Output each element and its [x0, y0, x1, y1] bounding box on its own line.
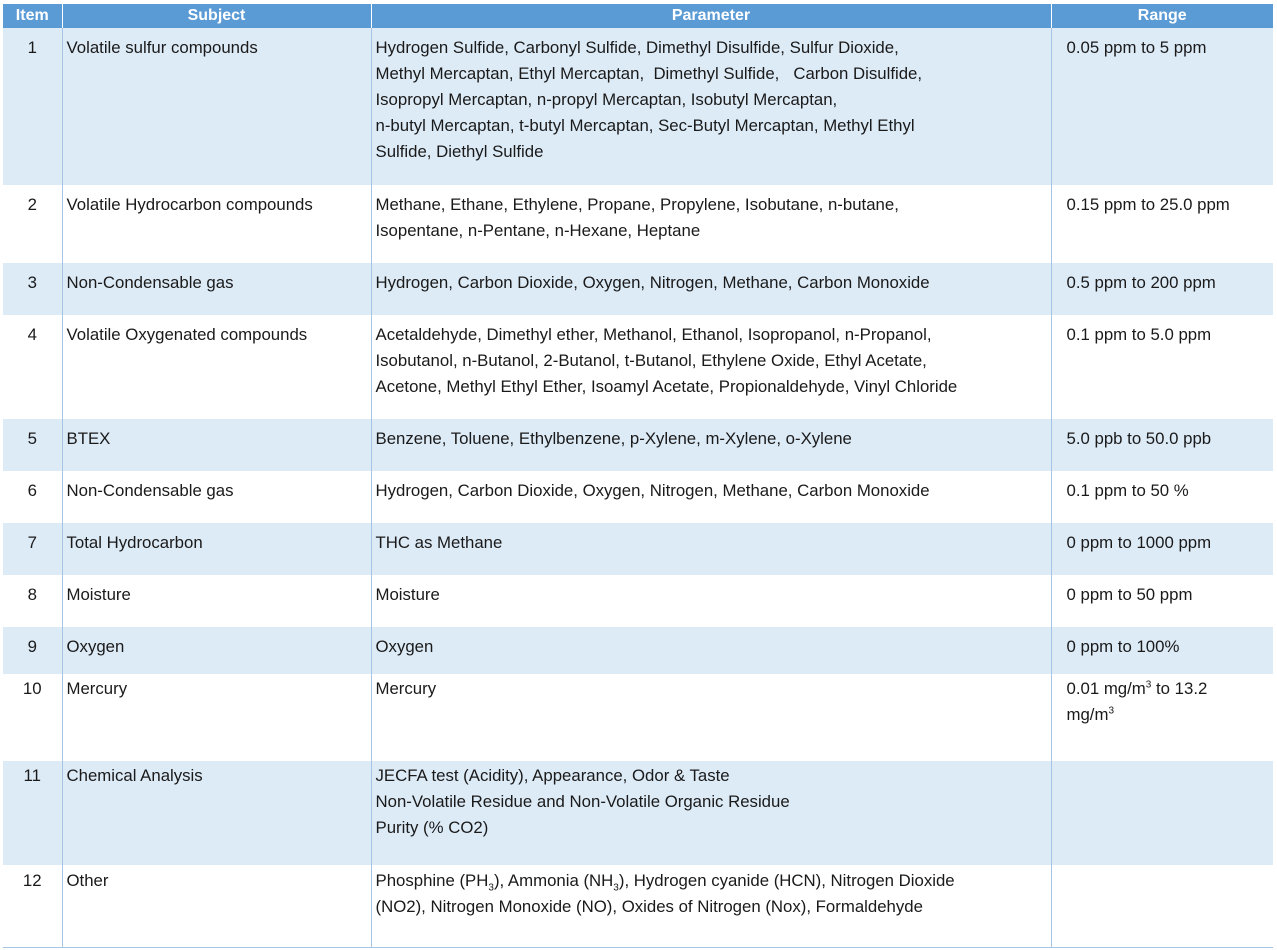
table-row — [3, 865, 1273, 947]
subject-cell: Chemical Analysis — [62, 761, 371, 865]
parameter-line: Methyl Mercaptan, Ethyl Mercaptan, Dimethyl Sulfide, Carbon Disulfide, — [375, 64, 923, 83]
parameter-line: Isobutanol, n-Butanol, 2-Butanol, t-Butanol, Ethylene Oxide, Ethyl Acetate, — [375, 351, 927, 370]
subject-cell: Volatile sulfur compounds — [62, 28, 371, 185]
parameter-line: Hydrogen Sulfide, Carbonyl Sulfide, Dimethyl Disulfide, Sulfur Dioxide, — [375, 38, 899, 57]
parameter-line: Hydrogen, Carbon Dioxide, Oxygen, Nitrogen, Methane, Carbon Monoxide — [375, 273, 930, 292]
item-number: 11 — [3, 761, 62, 865]
parameter-line: Hydrogen, Carbon Dioxide, Oxygen, Nitrogen, Methane, Carbon Monoxide — [375, 481, 930, 500]
analysis-table — [3, 4, 1273, 948]
table-row — [3, 471, 1273, 523]
parameter-line: Acetone, Methyl Ethyl Ether, Isoamyl Acetate, Propionaldehyde, Vinyl Chloride — [375, 377, 958, 396]
header-range: Range — [1051, 4, 1273, 28]
item-number: 12 — [3, 865, 62, 947]
parameter-line: Moisture — [375, 585, 440, 604]
table-row — [3, 315, 1273, 419]
item-number: 6 — [3, 471, 62, 523]
item-number: 9 — [3, 627, 62, 674]
header-parameter: Parameter — [371, 4, 1051, 28]
parameter-cell — [371, 865, 1051, 947]
item-number: 3 — [3, 263, 62, 315]
item-number: 5 — [3, 419, 62, 471]
table-row — [3, 28, 1273, 185]
subject-cell: Other — [62, 865, 371, 947]
range-cell: 0.1 ppm to 50 % — [1051, 471, 1273, 523]
superscript: 3 — [1145, 679, 1152, 691]
parameter-line: n-butyl Mercaptan, t-butyl Mercaptan, Sec-Butyl Mercaptan, Methyl Ethyl — [375, 116, 915, 135]
parameter-line: Isopropyl Mercaptan, n-propyl Mercaptan, Isobutyl Mercaptan, — [375, 90, 838, 109]
item-number: 8 — [3, 575, 62, 627]
table-row — [3, 674, 1273, 761]
subject-cell: Oxygen — [62, 627, 371, 674]
range-text: 0.01 mg/m — [1066, 679, 1146, 698]
range-cell: 5.0 ppb to 50.0 ppb — [1051, 419, 1273, 471]
header-item: Item — [3, 4, 62, 28]
subject-cell: BTEX — [62, 419, 371, 471]
parameter-cell — [371, 28, 1051, 185]
subject-cell: Non-Condensable gas — [62, 471, 371, 523]
parameter-cell — [371, 523, 1051, 575]
table-row — [3, 185, 1273, 263]
parameter-line: Acetaldehyde, Dimethyl ether, Methanol, Ethanol, Isopropanol, n-Propanol, — [375, 325, 932, 344]
parameter-cell — [371, 263, 1051, 315]
range-cell: 0.5 ppm to 200 ppm — [1051, 263, 1273, 315]
parameter-line: Mercury — [375, 679, 437, 698]
table-header-row — [3, 4, 1273, 28]
superscript: 3 — [1108, 705, 1115, 717]
item-number: 10 — [3, 674, 62, 761]
table-row — [3, 575, 1273, 627]
parameter-cell — [371, 471, 1051, 523]
parameter-cell — [371, 575, 1051, 627]
range-cell: 0 ppm to 100% — [1051, 627, 1273, 674]
parameter-cell — [371, 627, 1051, 674]
parameter-text: Phosphine (PH — [375, 871, 489, 890]
range-cell — [1051, 865, 1273, 947]
parameter-text: ), Hydrogen cyanide (HCN), Nitrogen Dioxide — [618, 871, 955, 890]
parameter-cell — [371, 674, 1051, 761]
range-text: mg/m — [1066, 705, 1109, 724]
subject-cell: Volatile Oxygenated compounds — [62, 315, 371, 419]
subscript: 3 — [613, 882, 619, 894]
item-number: 7 — [3, 523, 62, 575]
range-cell — [1051, 674, 1273, 761]
table-row — [3, 419, 1273, 471]
parameter-line: THC as Methane — [375, 533, 503, 552]
table-row — [3, 761, 1273, 865]
range-cell: 0.15 ppm to 25.0 ppm — [1051, 185, 1273, 263]
item-number: 1 — [3, 28, 62, 185]
parameter-line: Benzene, Toluene, Ethylbenzene, p-Xylene, m-Xylene, o-Xylene — [375, 429, 852, 448]
range-cell: 0 ppm to 1000 ppm — [1051, 523, 1273, 575]
header-subject: Subject — [62, 4, 371, 28]
parameter-line: Oxygen — [375, 637, 434, 656]
table-row — [3, 523, 1273, 575]
item-number: 2 — [3, 185, 62, 263]
parameter-cell — [371, 185, 1051, 263]
parameter-text: ), Ammonia (NH — [493, 871, 614, 890]
range-cell: 0.05 ppm to 5 ppm — [1051, 28, 1273, 185]
parameter-text: (NO2), Nitrogen Monoxide (NO), Oxides of Nitrogen (Nox), Formaldehyde — [375, 897, 923, 916]
item-number: 4 — [3, 315, 62, 419]
subject-cell: Non-Condensable gas — [62, 263, 371, 315]
range-cell: 0 ppm to 50 ppm — [1051, 575, 1273, 627]
parameter-cell — [371, 315, 1051, 419]
range-cell — [1051, 761, 1273, 865]
parameter-line: Non-Volatile Residue and Non-Volatile Organic Residue — [375, 792, 790, 811]
parameter-line: Purity (% CO2) — [375, 818, 489, 837]
parameter-line: Methane, Ethane, Ethylene, Propane, Propylene, Isobutane, n-butane, — [375, 195, 899, 214]
parameter-line: JECFA test (Acidity), Appearance, Odor & Taste — [375, 766, 730, 785]
table-row — [3, 627, 1273, 674]
table-row — [3, 263, 1273, 315]
parameter-cell — [371, 761, 1051, 865]
subject-cell: Moisture — [62, 575, 371, 627]
parameter-cell — [371, 419, 1051, 471]
subject-cell: Total Hydrocarbon — [62, 523, 371, 575]
parameter-line: Isopentane, n-Pentane, n-Hexane, Heptane — [375, 221, 701, 240]
parameter-line: Sulfide, Diethyl Sulfide — [375, 142, 544, 161]
subject-cell: Volatile Hydrocarbon compounds — [62, 185, 371, 263]
subject-cell: Mercury — [62, 674, 371, 761]
range-cell: 0.1 ppm to 5.0 ppm — [1051, 315, 1273, 419]
range-text: to 13.2 — [1151, 679, 1208, 698]
subscript: 3 — [488, 882, 494, 894]
